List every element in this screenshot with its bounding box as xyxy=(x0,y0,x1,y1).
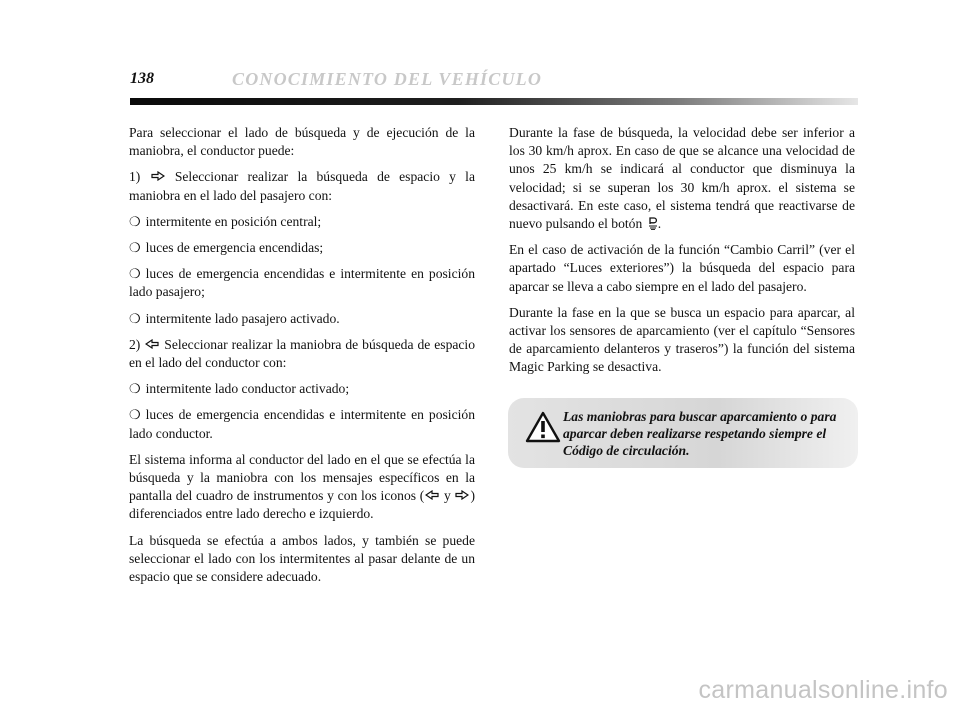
option-2-text: Seleccionar realizar la maniobra de búsqueda de espacio en el lado del conductor con: xyxy=(129,336,476,371)
warning-text: Las maniobras para buscar aparcamiento o para aparcar deben realizarse respetando siempre el Código de circulación. xyxy=(563,409,837,458)
left-column xyxy=(129,124,475,594)
bullet-text: luces de emergencia encendidas e intermitente en posición lado pasajero; xyxy=(129,266,475,300)
watermark: carmanualsonline.info xyxy=(698,676,948,704)
bullet-icon: ❍ xyxy=(129,240,141,256)
bullet-item xyxy=(129,239,475,257)
bullet-text: intermitente en posición central; xyxy=(145,213,322,229)
bullet-item xyxy=(129,406,475,442)
arrow-right-outline-icon xyxy=(150,168,166,186)
bullet-icon: ❍ xyxy=(129,266,141,282)
info-text-b: ) diferenciados entre lado derecho e izquierdo. xyxy=(129,488,475,522)
bullet-item xyxy=(129,310,475,328)
option-2-prefix: 2) xyxy=(129,336,141,352)
section-title: CONOCIMIENTO DEL VEHÍCULO xyxy=(232,69,543,89)
option-1-prefix: 1) xyxy=(129,169,141,185)
bullet-item xyxy=(129,213,475,231)
info-text-and: y xyxy=(443,488,451,504)
warning-box xyxy=(508,398,858,468)
bullet-item xyxy=(129,265,475,301)
lane-change-paragraph: En el caso de activación de la función “Cambio Carril” (ver el apartado “Luces exteriores”) la búsqueda del espacio para aparcar se lleva a cabo siempre en el lado del pasajero. xyxy=(509,242,855,294)
arrow-left-outline-icon xyxy=(424,487,440,505)
bullet-item xyxy=(129,380,475,398)
speed-paragraph xyxy=(509,124,855,233)
bullet-icon: ❍ xyxy=(129,407,141,423)
magic-parking-button-icon xyxy=(648,217,658,230)
bullet-text: luces de emergencia encendidas e intermitente en posición lado conductor. xyxy=(129,407,475,441)
info-text-a: El sistema informa al conductor del lado en el que se efectúa la búsqueda y la maniobra con los mensajes específicos en la pantalla del cuadro de instrumentos y con los iconos ( xyxy=(129,451,475,504)
bullet-icon: ❍ xyxy=(129,310,141,326)
arrow-right-outline-icon xyxy=(454,487,470,505)
sensors-paragraph: Durante la fase en la que se busca un espacio para aparcar, al activar los sensores de aparcamiento (ver el capítulo “Sensores de aparcamiento delanteros y traseros”) la función del sistema Magic Parking se desactiva. xyxy=(509,304,855,375)
bullet-text: intermitente lado pasajero activado. xyxy=(145,310,340,326)
bullet-icon: ❍ xyxy=(129,213,141,229)
bullet-icon: ❍ xyxy=(129,381,141,397)
last-paragraph: La búsqueda se efectúa a ambos lados, y también se puede seleccionar el lado con los intermitentes al pasar delante de un espacio que se considere adecuado. xyxy=(129,532,475,585)
arrow-left-outline-icon xyxy=(144,336,160,354)
option-1-paragraph xyxy=(129,168,475,204)
info-paragraph xyxy=(129,451,475,524)
bullet-text: luces de emergencia encendidas; xyxy=(145,240,324,256)
warning-triangle-icon xyxy=(525,411,561,443)
right-column xyxy=(509,124,855,385)
bullet-text: intermitente lado conductor activado; xyxy=(145,381,350,397)
option-2-paragraph xyxy=(129,336,475,372)
page-number: 138 xyxy=(130,70,154,87)
intro-paragraph: Para seleccionar el lado de búsqueda y de ejecución de la maniobra, el conductor puede: xyxy=(129,125,475,159)
speed-text: Durante la fase de búsqueda, la velocidad debe ser inferior a los 30 km/h aprox. En caso de que se alcance una velocidad de unos 25 km/h se indicará al conductor que disminuya la velocidad; si se superan los 30 km/h aprox. el sistema se desactivará. En este caso, el sistema tendrá que reactivarse de nuevo pulsando el botón xyxy=(509,125,855,232)
speed-text-end: . xyxy=(657,216,662,232)
option-1-text: Seleccionar realizar la búsqueda de espacio y la maniobra en el lado del pasajero con: xyxy=(129,169,475,203)
header-rule xyxy=(130,98,858,105)
